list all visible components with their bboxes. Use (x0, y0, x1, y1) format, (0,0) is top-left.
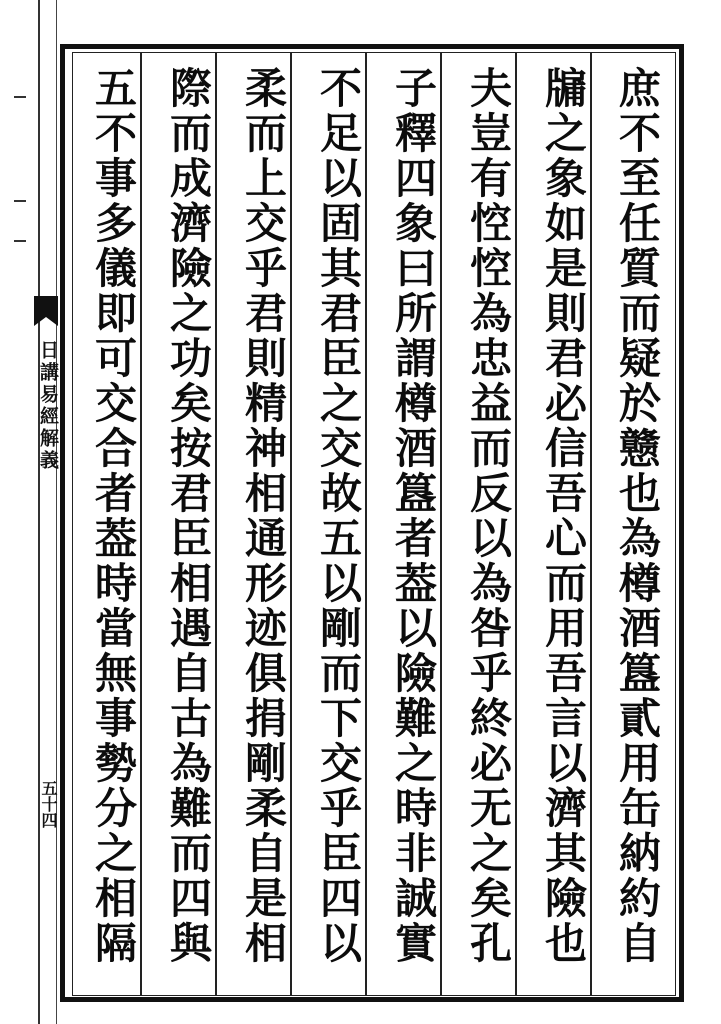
margin-page-number: 五十四 (39, 780, 58, 828)
margin-book-title: 日講易經解義 (37, 340, 59, 472)
margin-tick (14, 240, 26, 242)
text-column-8: 五不事多儀即可交合者葢時當無事勢分之相隔 (89, 66, 138, 966)
margin-tick (14, 96, 26, 98)
text-column-1: 庶不至任質而疑於戆也為樽酒簋貳用缶納約自 (613, 66, 662, 966)
text-column-3: 夫豈有悾悾為忠益而反以為咎乎終必无之矣孔 (464, 66, 513, 966)
text-column-2: 牖之象如是則君必信吾心而用吾言以濟其險也 (539, 66, 588, 966)
fishtail-mark (34, 296, 58, 326)
margin-tick (14, 200, 26, 202)
text-column-4: 子釋四象曰所謂樽酒簋者葢以險難之時非誠實 (389, 66, 438, 966)
text-column-5: 不足以固其君臣之交故五以剛而下交乎臣四以 (314, 66, 363, 966)
text-column-6: 柔而上交乎君則精神相通形迹俱捐剛柔自是相 (239, 66, 288, 966)
text-column-7: 際而成濟險之功矣按君臣相遇自古為難而四與 (164, 66, 213, 966)
